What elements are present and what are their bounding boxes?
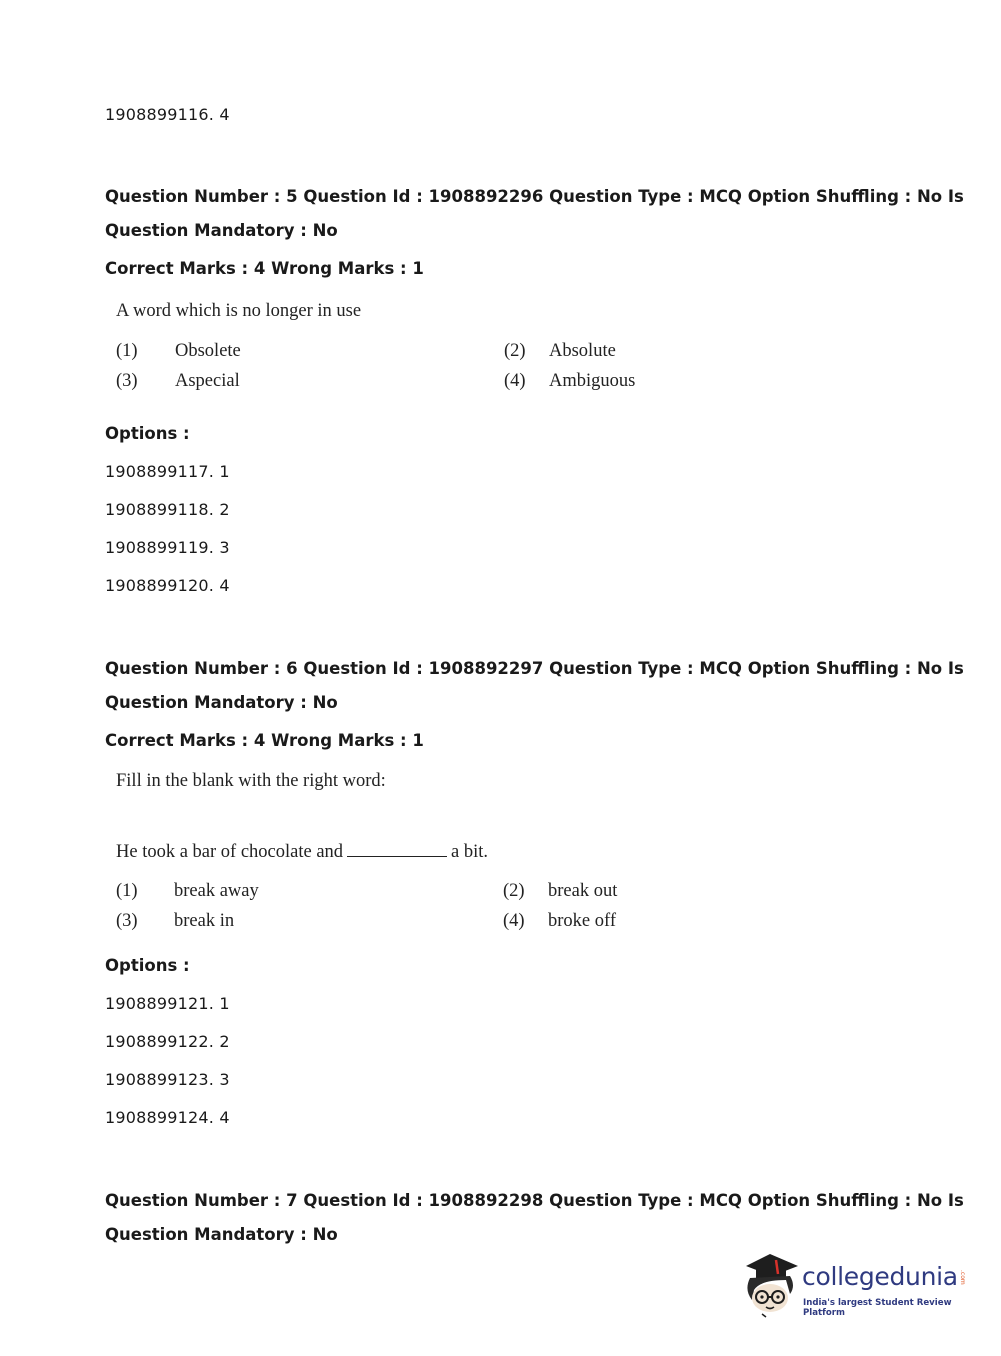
choice-text: break away (174, 881, 259, 901)
choice-text: Absolute (549, 341, 616, 361)
collegedunia-logo (740, 1250, 970, 1320)
choice-text: Obsolete (175, 341, 241, 361)
choice-number: (2) (504, 341, 526, 361)
question-meta: Question Number : 6 Question Id : 1908892297 Question Type : MCQ Option Shuffling : No Is (105, 659, 964, 678)
choice-text: break out (548, 881, 618, 901)
question-meta: Question Number : 5 Question Id : 1908892296 Question Type : MCQ Option Shuffling : No Is (105, 187, 964, 206)
choice-number: (2) (503, 881, 525, 901)
question-mandatory: Question Mandatory : No (105, 1225, 338, 1244)
sentence-before: He took a bar of chocolate and (116, 842, 344, 862)
option-id: 1908899119. 3 (105, 538, 230, 557)
logo-tagline: India's largest Student Review Platform (803, 1298, 952, 1318)
option-id: 1908899123. 3 (105, 1070, 230, 1089)
mascot-icon (740, 1250, 802, 1318)
choice-text: Ambiguous (549, 371, 636, 391)
question-sentence (116, 842, 488, 863)
choice-number: (3) (116, 911, 138, 931)
choice-number: (1) (116, 341, 138, 361)
question-marks: Correct Marks : 4 Wrong Marks : 1 (105, 259, 424, 278)
choice-number: (1) (116, 881, 138, 901)
option-id: 1908899122. 2 (105, 1032, 230, 1051)
option-id: 1908899116. 4 (105, 105, 230, 124)
choice-text: broke off (548, 911, 616, 931)
question-mandatory: Question Mandatory : No (105, 693, 338, 712)
question-meta: Question Number : 7 Question Id : 1908892298 Question Type : MCQ Option Shuffling : No Is (105, 1191, 964, 1210)
blank-line (347, 855, 447, 857)
sentence-after: a bit. (451, 842, 489, 862)
option-id: 1908899120. 4 (105, 576, 230, 595)
choice-number: (4) (503, 911, 525, 931)
question-mandatory: Question Mandatory : No (105, 221, 338, 240)
option-id: 1908899121. 1 (105, 994, 230, 1013)
question-instruction: Fill in the blank with the right word: (116, 771, 386, 791)
logo-wordmark: collegedunia (802, 1262, 958, 1291)
choice-number: (3) (116, 371, 138, 391)
question-text: A word which is no longer in use (116, 301, 362, 321)
options-label: Options : (105, 424, 190, 443)
choice-text: break in (174, 911, 235, 931)
choice-text: Aspecial (175, 371, 240, 391)
options-label: Options : (105, 956, 190, 975)
option-id: 1908899124. 4 (105, 1108, 230, 1127)
choice-number: (4) (504, 371, 526, 391)
logo-domain-suffix: .com (959, 1270, 966, 1285)
option-id: 1908899117. 1 (105, 462, 230, 481)
question-marks: Correct Marks : 4 Wrong Marks : 1 (105, 731, 424, 750)
option-id: 1908899118. 2 (105, 500, 230, 519)
